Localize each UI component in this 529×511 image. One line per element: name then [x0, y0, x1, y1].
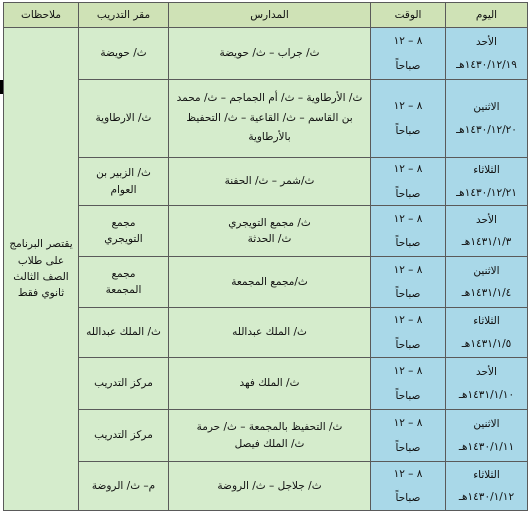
time-period: صباحاً	[395, 338, 421, 351]
day-cell	[446, 206, 528, 257]
day-cell	[446, 80, 528, 158]
hijri-date: ١٤٣٠/١٢/٢١هـ	[456, 186, 517, 199]
header-notes: ملاحظات	[4, 3, 79, 28]
time-range: ٨ – ١٢	[393, 35, 423, 48]
notes-cell: يقتصر البرنامج على طلاب الصف الثالث ثانوي فقط	[4, 28, 79, 511]
day-name: الأحد	[476, 36, 497, 49]
time-period: صباحاً	[395, 288, 421, 300]
time-cell	[371, 257, 446, 308]
site-line-1: مجمع	[111, 216, 136, 229]
time-cell	[371, 358, 446, 410]
training-site-cell	[79, 358, 169, 410]
time-period: صباحاً	[395, 59, 421, 72]
table-row	[4, 257, 528, 308]
table-row	[4, 206, 528, 257]
site-line-1: ث/ الارطاوية	[95, 112, 152, 125]
time-cell	[371, 410, 446, 462]
schools-cell	[169, 358, 371, 410]
table-row	[4, 462, 528, 511]
site-line-2: التويجري	[104, 233, 143, 245]
training-site-cell	[79, 28, 169, 80]
table-row	[4, 358, 528, 410]
schools-line-1: ث/ الأرطاوية – ث/ أم الجماجم – ث/ محمد بن القاسم – ث/ القاعية – ث/ التحفيظ بالأرطاوية	[176, 91, 363, 144]
time-period: صباحاً	[395, 441, 421, 454]
training-site-cell	[79, 80, 169, 158]
time-cell	[371, 28, 446, 80]
day-name: الاثنين	[473, 418, 500, 431]
schools-line-2: ث/ الملك فيصل	[234, 437, 305, 450]
time-cell	[371, 80, 446, 158]
time-range: ٨ – ١٢	[393, 100, 423, 113]
time-range: ٨ – ١٢	[393, 163, 423, 176]
schools-line-1: ث/مجمع المجمعة	[231, 275, 308, 288]
time-range: ٨ – ١٢	[393, 263, 423, 276]
hijri-date: ١٤٣١/١/٥هـ	[461, 337, 512, 350]
time-period: صباحاً	[395, 187, 421, 200]
day-name: الأحد	[476, 213, 497, 226]
site-line-1: ث/ الزبير بن العوام	[96, 167, 151, 196]
schools-cell	[169, 28, 371, 80]
time-cell	[371, 308, 446, 358]
hijri-date: ١٤٣٠/١/١١هـ	[458, 440, 515, 453]
schools-cell	[169, 308, 371, 358]
training-site-cell	[79, 257, 169, 308]
header-day: اليوم	[446, 3, 528, 28]
day-cell	[446, 410, 528, 462]
day-name: الأحد	[476, 366, 497, 379]
day-cell	[446, 462, 528, 511]
time-period: صباحاً	[395, 492, 421, 504]
schools-line-1: ث/ جراب – ث/ حويضة	[219, 47, 320, 60]
site-line-1: م– ث/ الروضة	[91, 479, 156, 492]
site-line-1: ث/ حويضة	[100, 47, 147, 60]
day-cell	[446, 358, 528, 410]
schools-line-1: ث/ الملك فهد	[239, 377, 300, 390]
header-schools: المدارس	[169, 3, 371, 28]
time-cell	[371, 158, 446, 206]
time-range: ٨ – ١٢	[393, 314, 423, 327]
site-line-1: ث/ الملك عبدالله	[86, 326, 161, 339]
day-name: الاثنين	[473, 101, 500, 114]
day-cell	[446, 257, 528, 308]
hijri-date: ١٤٣١/١/٤هـ	[461, 287, 512, 299]
day-name: الاثنين	[473, 264, 500, 277]
day-name: الثلاثاء	[473, 164, 500, 177]
schools-line-2: ث/ الحدثة	[247, 233, 292, 245]
hijri-date: ١٤٣٠/١٢/١٩هـ	[456, 58, 517, 71]
table-header-row	[4, 3, 528, 28]
site-line-1: مجمع	[111, 267, 136, 280]
time-range: ٨ – ١٢	[393, 417, 423, 430]
training-site-cell	[79, 206, 169, 257]
schools-cell	[169, 158, 371, 206]
table-row	[4, 410, 528, 462]
site-line-1: مركز التدريب	[94, 377, 153, 390]
time-period: صباحاً	[395, 237, 421, 249]
hijri-date: ١٤٣٠/١/١٢هـ	[458, 491, 515, 503]
time-range: ٨ – ١٢	[393, 365, 423, 378]
training-site-cell	[79, 410, 169, 462]
table-row	[4, 308, 528, 358]
schools-line-1: ث/ التحفيظ بالمجمعة – ث/ حرمة	[196, 421, 343, 434]
schools-line-1: ث/ الملك عبدالله	[232, 326, 307, 339]
site-line-2: المجمعة	[105, 284, 142, 296]
time-period: صباحاً	[395, 124, 421, 137]
table-row	[4, 80, 528, 158]
time-cell	[371, 206, 446, 257]
header-time: الوقت	[371, 3, 446, 28]
time-range: ٨ – ١٢	[393, 212, 423, 225]
schools-cell	[169, 80, 371, 158]
schools-line-1: ث/ مجمع التويجري	[228, 216, 311, 229]
day-cell	[446, 158, 528, 206]
training-schedule-table	[3, 2, 528, 511]
schools-cell	[169, 462, 371, 511]
schools-cell	[169, 206, 371, 257]
day-name: الثلاثاء	[473, 468, 500, 481]
time-cell	[371, 462, 446, 511]
table-row	[4, 158, 528, 206]
table-row	[4, 28, 528, 80]
day-cell	[446, 28, 528, 80]
schools-cell	[169, 410, 371, 462]
time-period: صباحاً	[395, 389, 421, 402]
schools-line-1: ث/ جلاجل – ث/ الروضة	[217, 479, 322, 492]
hijri-date: ١٤٣١/١/٣هـ	[461, 236, 512, 248]
training-site-cell	[79, 462, 169, 511]
hijri-date: ١٤٣١/١/١٠هـ	[458, 388, 515, 401]
day-name: الثلاثاء	[473, 315, 500, 328]
schools-line-1: ث/شمر – ث/ الحفنة	[224, 175, 315, 188]
schools-cell	[169, 257, 371, 308]
training-site-cell	[79, 308, 169, 358]
hijri-date: ١٤٣٠/١٢/٢٠هـ	[456, 123, 517, 136]
day-cell	[446, 308, 528, 358]
time-range: ٨ – ١٢	[393, 467, 423, 480]
header-training-site: مقر التدريب	[79, 3, 169, 28]
site-line-1: مركز التدريب	[94, 429, 153, 442]
training-site-cell	[79, 158, 169, 206]
